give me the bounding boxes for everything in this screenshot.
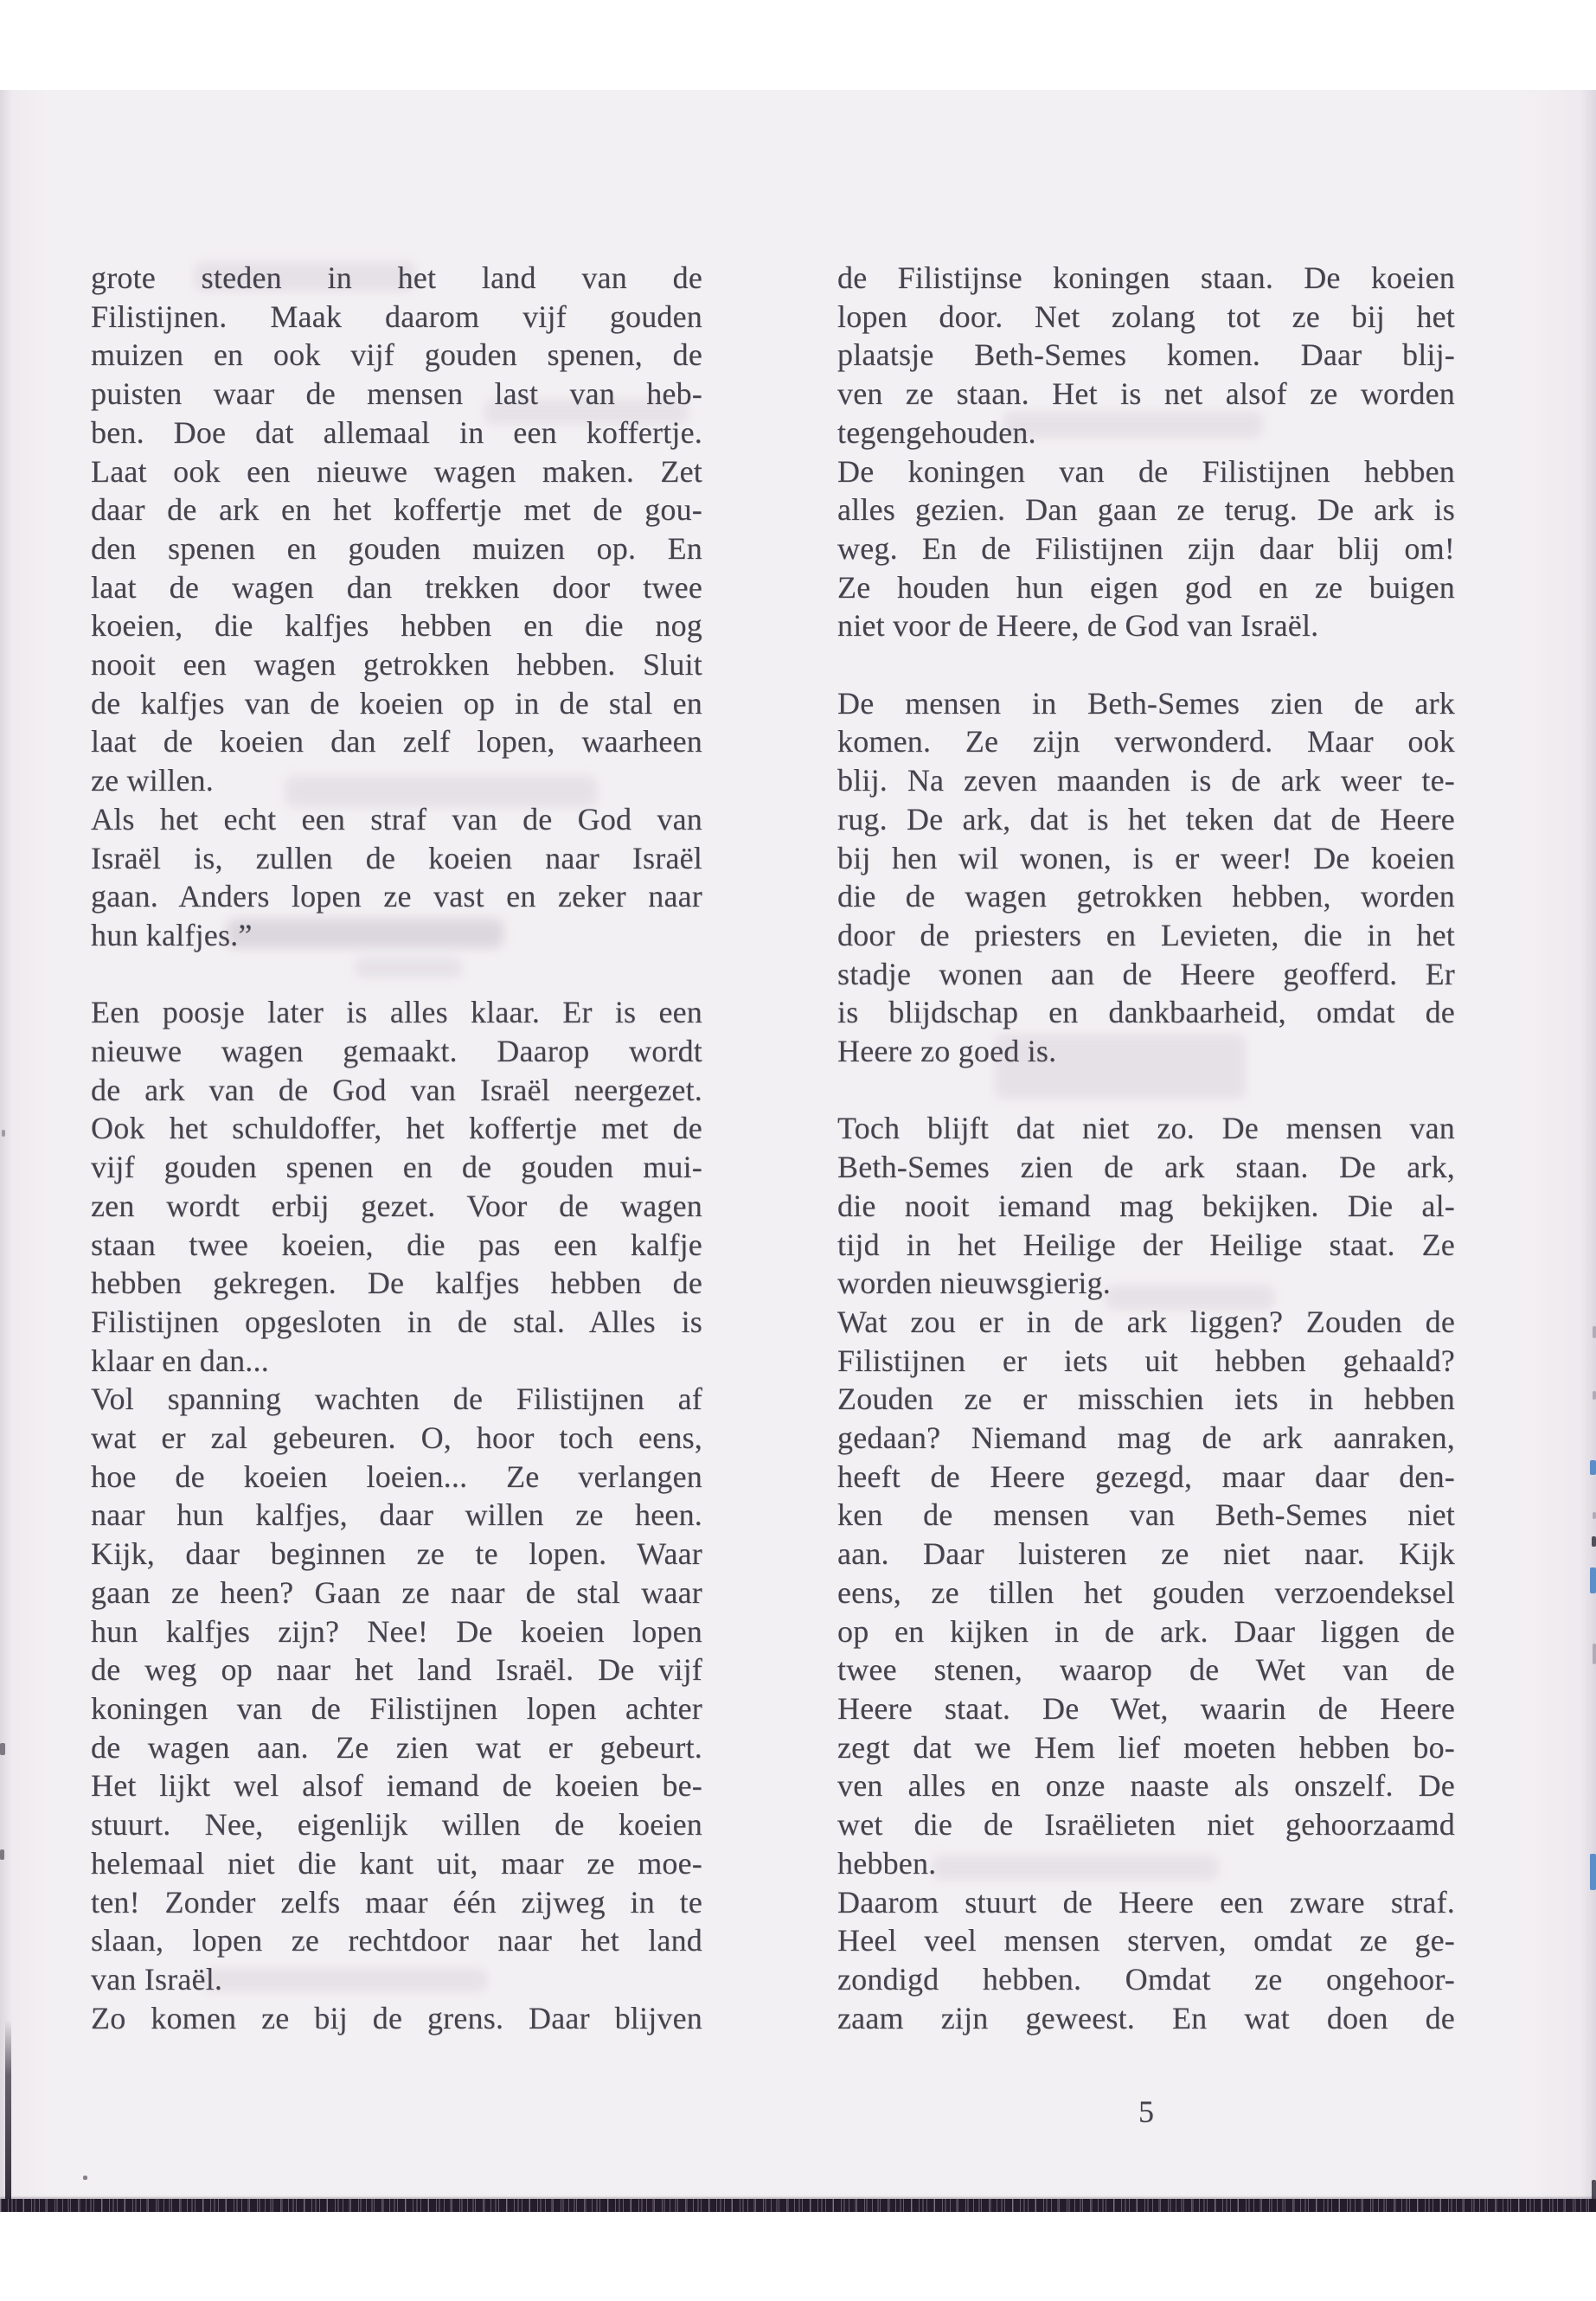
text-line: van Israël. [91,1961,223,1997]
blue-ink-mark [1590,1854,1596,1890]
text-line: die de wagen getrokken hebben, worden [837,879,1455,914]
text-line: ven ze staan. Het is net alsof ze worden [837,376,1455,412]
text-line: de kalfjes van de koeien op in de stal en [91,685,702,721]
scan-speck [2,1130,5,1137]
text-line: staan twee koeien, die pas een kalfje [91,1227,702,1262]
scan-edge-mark [1593,1644,1596,1664]
text-line: de wagen aan. Ze zien wat er gebeurt. [91,1729,702,1765]
blue-ink-mark [1590,1567,1596,1593]
text-line: hun kalfjes zijn? Nee! De koeien lopen [91,1613,702,1649]
text-line: Zouden ze er misschien iets in hebben [837,1381,1455,1417]
paragraph [91,800,702,955]
text-line: laat de koeien dan zelf lopen, waarheen [91,724,702,760]
text-line: Laat ook een nieuwe wagen maken. Zet [91,453,702,489]
text-line: De koningen van de Filistijnen hebben [837,453,1455,489]
text-line: zaam zijn geweest. En wat doen de [837,2000,1455,2035]
text-line: helemaal niet die kant uit, maar ze moe- [91,1845,702,1881]
book-page-photo [0,90,1596,2212]
text-line: heeft de Heere gezegd, maar daar den- [837,1458,1455,1494]
paragraph [91,1380,702,1998]
text-line: blij. Na zeven maanden is de ark weer te- [837,763,1455,798]
scan-edge-mark [1593,1391,1596,1400]
text-line: tijd in het Heilige der Heilige staat. Ze [837,1227,1455,1262]
text-line: zen wordt erbij gezet. Voor de wagen [91,1188,702,1223]
page-left-edge-shadow [0,90,12,2212]
scan-speck [0,1849,4,1860]
text-line: aan. Daar luisteren ze niet naar. Kijk [837,1536,1455,1572]
text-line: zondigd hebben. Omdat ze ongehoor- [837,1961,1455,1997]
scan-speck [0,1743,5,1755]
text-line: hebben. [837,1845,937,1881]
text-line: gedaan? Niemand mag de ark aanraken, [837,1420,1455,1456]
text-line: eens, ze tillen het gouden verzoendeksel [837,1574,1455,1610]
text-line: komen. Ze zijn verwonderd. Maar ook [837,724,1455,760]
scan-edge-mark [1592,1536,1596,1547]
paragraph [91,259,702,800]
book-pages-edge [0,2199,1596,2212]
page-number: 5 [1138,2094,1154,2129]
text-line: niet voor de Heere, de God van Israël. [837,608,1319,644]
text-line: grote steden in het land van de [91,260,702,295]
blue-ink-mark [1590,1460,1596,1475]
text-line: Wat zou er in de ark liggen? Zouden de [837,1304,1455,1339]
text-line: koeien, die kalfjes hebben en die nog [91,608,702,644]
text-line: nooit een wagen getrokken hebben. Sluit [91,647,702,683]
text-line: koningen van de Filistijnen lopen achter [91,1691,702,1726]
text-line: de weg op naar het land Israël. De vijf [91,1652,702,1688]
paragraph [837,1303,1455,1883]
paragraph [837,684,1455,1071]
text-line: nieuwe wagen gemaakt. Daarop wordt [91,1034,702,1069]
text-line: gaan. Anders lopen ze vast en zeker naar [91,879,702,914]
text-line: ven alles en onze naaste als onszelf. De [837,1768,1455,1804]
text-line: ten! Zonder zelfs maar één zijweg in te [91,1884,702,1920]
text-line: wat er zal gebeuren. O, hoor toch eens, [91,1420,702,1456]
text-line: hoe de koeien loeien... Ze verlangen [91,1458,702,1494]
text-line: stuurt. Nee, eigenlijk willen de koeien [91,1807,702,1843]
text-column-right [837,259,1455,2037]
paragraph [837,1109,1455,1303]
text-line: de ark van de God van Israël neergezet. [91,1072,702,1107]
text-line: twee stenen, waarop de Wet van de [837,1652,1455,1688]
text-line: ze willen. [91,763,214,798]
text-line: tegengehouden. [837,414,1036,450]
text-line: Heel veel mensen sterven, omdat ze ge- [837,1923,1455,1958]
text-line: zegt dat we Hem lief moeten hebben bo- [837,1729,1455,1765]
text-line: stadje wonen aan de Heere geofferd. Er [837,956,1455,991]
text-line: worden nieuwsgierig. [837,1266,1111,1301]
text-line: klaar en dan... [91,1343,269,1378]
paragraph [837,259,1455,452]
text-line: vijf gouden spenen en de gouden mui- [91,1150,702,1185]
text-line: de Filistijnse koningen staan. De koeien [837,260,1455,295]
scan-edge-mark [1593,1512,1596,1519]
text-line: lopen door. Net zolang tot ze bij het [837,298,1455,334]
text-line: Filistijnen er iets uit hebben gehaald? [837,1343,1455,1378]
text-line: Vol spanning wachten de Filistijnen af [91,1381,702,1417]
text-line: hun kalfjes.” [91,917,253,952]
text-line: Het lijkt wel alsof iemand de koeien be- [91,1768,702,1804]
paragraph [837,452,1455,646]
scan-speck [83,2176,87,2180]
text-line: hebben gekregen. De kalfjes hebben de [91,1266,702,1301]
text-line: naar hun kalfjes, daar willen ze heen. [91,1497,702,1533]
text-column-left [91,259,702,2037]
text-line: den spenen en gouden muizen op. En [91,530,702,566]
text-line: Filistijnen opgesloten in de stal. Alles is [91,1304,702,1339]
text-line: is blijdschap en dankbaarheid, omdat de [837,995,1455,1030]
text-line: Kijk, daar beginnen ze te lopen. Waar [91,1536,702,1572]
text-line: Daarom stuurt de Heere een zware straf. [837,1884,1455,1920]
text-line: puisten waar de mensen last van heb- [91,376,702,412]
text-line: Als het echt een straf van de God van [91,801,702,836]
text-line: muizen en ook vijf gouden spenen, de [91,337,702,373]
text-line: alles gezien. Dan gaan ze terug. De ark is [837,492,1455,528]
text-line: ben. Doe dat allemaal in een koffertje. [91,414,702,450]
text-line: Heere staat. De Wet, waarin de Heere [837,1690,1455,1726]
text-line: Beth-Semes zien de ark staan. De ark, [837,1150,1455,1185]
text-line: Filistijnen. Maak daarom vijf gouden [91,298,702,334]
text-line: slaan, lopen ze rechtdoor naar het land [91,1923,702,1958]
text-line: wet die de Israëlieten niet gehoorzaamd [837,1807,1455,1843]
text-line: laat de wagen dan trekken door twee [91,569,702,605]
text-line: Heere zo goed is. [837,1034,1057,1069]
text-line: Ook het schuldoffer, het koffertje met de [91,1111,702,1146]
text-line: Een poosje later is alles klaar. Er is een [91,995,702,1030]
paragraph [837,1883,1455,2038]
paragraph [91,993,702,1380]
text-line: Ze houden hun eigen god en ze buigen [837,569,1455,605]
text-line: Zo komen ze bij de grens. Daar blijven [91,2000,702,2035]
text-line: De mensen in Beth-Semes zien de ark [837,685,1455,721]
text-line: plaatsje Beth-Semes komen. Daar blij- [837,337,1455,373]
text-line: ken de mensen van Beth-Semes niet [837,1497,1455,1533]
text-line: die nooit iemand mag bekijken. Die al- [837,1188,1455,1223]
text-line: door de priesters en Levieten, die in het [837,917,1455,952]
text-line: rug. De ark, dat is het teken dat de Heere [837,801,1455,836]
text-line: Israël is, zullen de koeien naar Israël [91,840,702,875]
text-line: gaan ze heen? Gaan ze naar de stal waar [91,1574,702,1610]
scan-edge-mark [1593,1326,1596,1338]
text-line: weg. En de Filistijnen zijn daar blij om! [837,530,1455,566]
text-line: Toch blijft dat niet zo. De mensen van [837,1111,1455,1146]
text-line: daar de ark en het koffertje met de gou- [91,492,702,528]
page-right-edge-shadow [1580,90,1596,2212]
book-spine-shadow [5,2020,11,2203]
text-line: bij hen wil wonen, is er weer! De koeien [837,840,1455,875]
paragraph [91,1999,702,2038]
text-line: op en kijken in de ark. Daar liggen de [837,1613,1455,1649]
